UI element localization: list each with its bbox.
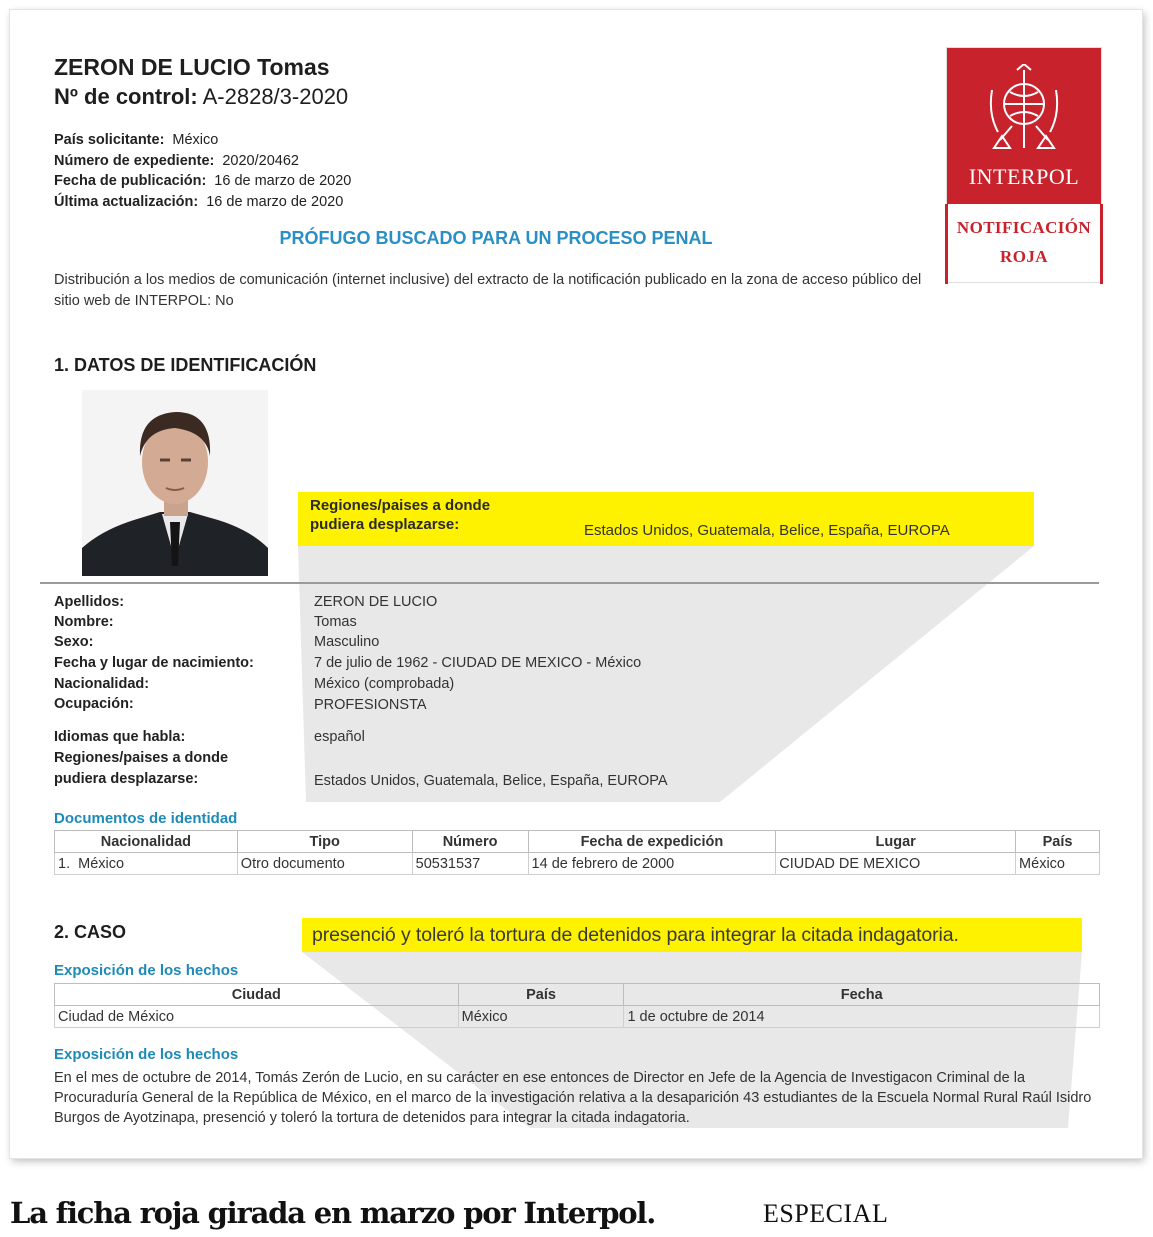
meta-label: Fecha de publicación: <box>54 173 207 189</box>
row-index: 1. <box>58 855 71 872</box>
documents-table <box>54 830 1100 875</box>
subject-photo <box>82 390 268 576</box>
table-row <box>55 853 1100 875</box>
document-sheet <box>10 10 1142 1158</box>
narrative-text: En el mes de octubre de 2014, Tomás Zerón de Lucio, en su carácter en ese entonces de Director en Jefe de la Agencia de Investigacon Criminal de la Procuraduría General de la República de México, en el marco de la investigación relativa a la desaparición 43 estudiantes de la Escuela Normal Rural Raúl Isidro Burgos de Ayotzinapa, presenció y toleró la tortura de detenidos para integrar la citada indagatoria. <box>54 1070 1092 1126</box>
meta-row <box>54 171 351 192</box>
narrative-title: Exposición de los hechos <box>54 1046 239 1063</box>
logo-red-notice-text <box>947 213 1101 271</box>
field-label: Nombre: <box>54 614 114 630</box>
meta-label: Última actualización: <box>54 193 199 210</box>
field-value: Estados Unidos, Guatemala, Belice, España, EUROPA <box>314 773 668 789</box>
control-value: A-2828/3-2020 <box>202 84 349 109</box>
documents-title: Documentos de identidad <box>54 810 238 827</box>
control-label: Nº de control: <box>54 84 198 109</box>
table-header-row <box>55 831 1100 853</box>
meta-value: 16 de marzo de 2020 <box>206 193 344 210</box>
table-cell: Otro documento <box>237 853 412 875</box>
notice-metadata <box>54 130 351 212</box>
photo-credit: ESPECIAL <box>763 1199 889 1228</box>
photo-caption: La ficha roja girada en marzo por Interpol. <box>10 1196 656 1230</box>
field-value: Masculino <box>314 634 380 650</box>
control-number <box>54 84 348 110</box>
table-row <box>55 1006 1100 1028</box>
callout-regions-highlight <box>298 492 1034 546</box>
meta-row <box>54 151 351 172</box>
zoom-funnel-1 <box>298 546 1034 802</box>
field-label: Idiomas que habla: <box>54 729 186 745</box>
callout-regions-label <box>310 496 490 534</box>
meta-value: 16 de marzo de 2020 <box>214 173 352 189</box>
section-1-heading: 1. DATOS DE IDENTIFICACIÓN <box>54 355 317 375</box>
callout-label-line-1: Regiones/paises a donde <box>310 497 491 514</box>
field-value: ZERON DE LUCIO <box>314 594 438 610</box>
table-cell: Ciudad de México <box>55 1006 459 1028</box>
callout-case-text: presenció y toleró la tortura de detenidos para integrar la citada indagatoria. <box>312 924 959 946</box>
facts-table-title: Exposición de los hechos <box>54 962 239 979</box>
column-header: Fecha de expedición <box>528 831 776 853</box>
table-header-row <box>55 984 1100 1006</box>
column-header: Número <box>412 831 528 853</box>
table-cell <box>55 853 238 875</box>
column-header: Fecha <box>624 984 1100 1006</box>
field-value: México (comprobada) <box>314 676 455 692</box>
notice-headline: PRÓFUGO BUSCADO PARA UN PROCESO PENAL <box>279 228 713 248</box>
facts-table <box>54 983 1100 1028</box>
logo-line-2: ROJA <box>1000 247 1048 266</box>
column-header: Lugar <box>776 831 1016 853</box>
field-label: pudiera desplazarse: <box>54 771 199 787</box>
meta-value: 2020/20462 <box>222 152 299 169</box>
callout-label-line-2: pudiera desplazarse: <box>310 516 460 533</box>
callout-case-highlight <box>302 918 1082 952</box>
table-cell: 14 de febrero de 2000 <box>528 853 776 875</box>
row-nacionalidad: México <box>78 855 125 872</box>
distribution-note: Distribución a los medios de comunicación (internet inclusive) del extracto de la notificación publicado en la zona de acceso público del sitio web de INTERPOL: No <box>54 272 922 309</box>
meta-label: Número de expediente: <box>54 152 215 169</box>
field-label: Fecha y lugar de nacimiento: <box>54 655 254 671</box>
field-value: Tomas <box>314 614 357 630</box>
meta-label: País solicitante: <box>54 132 165 148</box>
portrait-photo-icon <box>82 390 268 576</box>
field-label: Apellidos: <box>54 594 125 610</box>
table-cell: México <box>1016 853 1100 875</box>
logo-frame-left <box>945 204 948 284</box>
meta-value: México <box>172 132 219 148</box>
interpol-emblem-icon <box>984 64 1064 162</box>
field-label: Ocupación: <box>54 696 134 712</box>
table-cell: CIUDAD DE MEXICO <box>776 853 1016 875</box>
interpol-red-notice-logo <box>946 47 1102 283</box>
logo-red-panel <box>947 48 1101 204</box>
field-label: Nacionalidad: <box>54 676 150 692</box>
subject-name: ZERON DE LUCIO Tomas <box>54 54 330 80</box>
section-2-heading: 2. CASO <box>54 922 127 942</box>
meta-row <box>54 130 351 151</box>
table-cell: 1 de octubre de 2014 <box>624 1006 1100 1028</box>
field-label: Regiones/paises a donde <box>54 750 229 766</box>
table-cell: México <box>458 1006 624 1028</box>
column-header: País <box>458 984 624 1006</box>
field-value: PROFESIONSTA <box>314 697 427 713</box>
logo-line-1: NOTIFICACIÓN <box>956 218 1092 237</box>
meta-row <box>54 192 351 213</box>
column-header: Tipo <box>237 831 412 853</box>
field-value: 7 de julio de 1962 - CIUDAD DE MEXICO - México <box>314 655 642 671</box>
field-value: español <box>314 729 365 745</box>
column-header: Nacionalidad <box>55 831 238 853</box>
logo-wordmark: INTERPOL <box>968 164 1080 189</box>
callout-regions-value: Estados Unidos, Guatemala, Belice, España, EUROPA <box>584 522 950 539</box>
column-header: Ciudad <box>55 984 459 1006</box>
field-label: Sexo: <box>54 634 94 650</box>
section-divider <box>40 582 1099 584</box>
logo-frame-right <box>1100 204 1103 284</box>
column-header: País <box>1016 831 1100 853</box>
table-cell: 50531537 <box>412 853 528 875</box>
